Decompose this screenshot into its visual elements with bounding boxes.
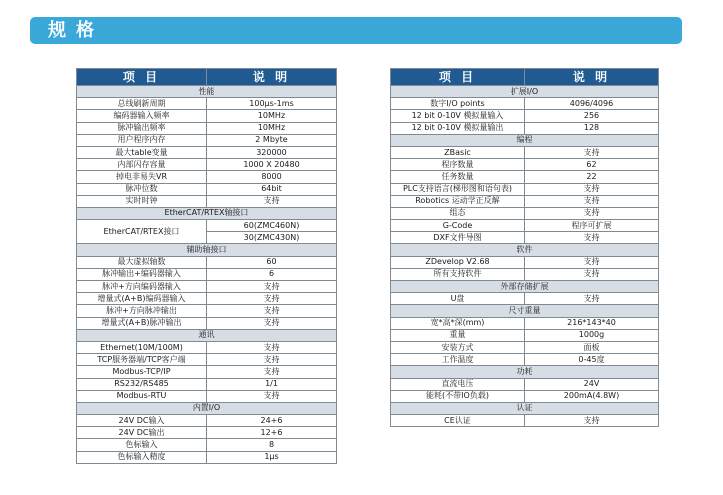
- table-row: [77, 281, 337, 293]
- value-cell: 支持: [525, 415, 659, 427]
- table-row: [391, 183, 659, 195]
- item-cell: 脉冲+方向脉冲输出: [77, 305, 207, 317]
- item-cell: 重量: [391, 329, 525, 341]
- item-cell: 最大table变量: [77, 146, 207, 158]
- item-cell: CE认证: [391, 415, 525, 427]
- value-cell: 支持: [525, 183, 659, 195]
- item-cell: 所有支持软件: [391, 268, 525, 280]
- value-cell: 支持: [207, 354, 337, 366]
- value-cell: 支持: [525, 232, 659, 244]
- section-row: [391, 86, 659, 98]
- item-cell: DXF文件导图: [391, 232, 525, 244]
- value-cell: 22: [525, 171, 659, 183]
- table-header-row: [391, 69, 659, 86]
- table-row: [391, 98, 659, 110]
- spec-table-right: [390, 68, 659, 427]
- banner-title: 规格: [48, 20, 104, 41]
- value-cell: 12+6: [207, 427, 337, 439]
- table-row: [77, 439, 337, 451]
- section-row: [77, 244, 337, 256]
- spec-table-left: [76, 68, 337, 464]
- table-row: [77, 171, 337, 183]
- table-row: [77, 378, 337, 390]
- table-row: [77, 354, 337, 366]
- value-cell: 60(ZMC460N): [207, 220, 337, 232]
- item-cell: Ethernet(10M/100M): [77, 341, 207, 353]
- section-banner: [30, 17, 682, 44]
- item-cell: 数字I/O points: [391, 98, 525, 110]
- value-cell: 216*143*40: [525, 317, 659, 329]
- value-cell: 程序可扩展: [525, 220, 659, 232]
- value-cell: 支持: [207, 317, 337, 329]
- item-cell: G-Code: [391, 220, 525, 232]
- section-row: [391, 402, 659, 414]
- value-cell: 8000: [207, 171, 337, 183]
- item-cell: 脉冲输出+编码器输入: [77, 268, 207, 280]
- value-cell: 面板: [525, 341, 659, 353]
- table-row: [391, 232, 659, 244]
- item-cell: 色标输入精度: [77, 451, 207, 463]
- item-cell: 任务数量: [391, 171, 525, 183]
- section-title: 尺寸重量: [391, 305, 659, 317]
- table-row: [77, 110, 337, 122]
- header-item: 项 目: [391, 69, 525, 86]
- item-cell: 能耗(不带IO负载): [391, 390, 525, 402]
- item-cell: 脉冲+方向编码器输入: [77, 281, 207, 293]
- item-cell: 程序数量: [391, 159, 525, 171]
- value-cell: 10MHz: [207, 110, 337, 122]
- table-row: [77, 98, 337, 110]
- value-cell: 0-45度: [525, 354, 659, 366]
- table-row: [391, 256, 659, 268]
- value-cell: 62: [525, 159, 659, 171]
- item-cell: Modbus-RTU: [77, 390, 207, 402]
- value-cell: 256: [525, 110, 659, 122]
- section-title: 认证: [391, 402, 659, 414]
- value-cell: 支持: [207, 305, 337, 317]
- table-row: [77, 256, 337, 268]
- value-cell: 支持: [207, 281, 337, 293]
- table-row: [77, 268, 337, 280]
- section-row: [77, 329, 337, 341]
- table-row: [391, 317, 659, 329]
- item-cell: 脉冲输出频率: [77, 122, 207, 134]
- value-cell: 支持: [525, 146, 659, 158]
- item-cell: 组态: [391, 207, 525, 219]
- table-row: [391, 329, 659, 341]
- table-row: [77, 293, 337, 305]
- table-row: [391, 159, 659, 171]
- header-description: 说 明: [525, 69, 659, 86]
- value-cell: 支持: [525, 268, 659, 280]
- item-cell: 编码器输入频率: [77, 110, 207, 122]
- item-cell: 增量式(A+B)编码器输入: [77, 293, 207, 305]
- item-cell: 色标输入: [77, 439, 207, 451]
- value-cell: 100μs-1ms: [207, 98, 337, 110]
- table-row: [77, 317, 337, 329]
- value-cell: 支持: [525, 293, 659, 305]
- table-row: [391, 378, 659, 390]
- value-cell: 200mA(4.8W): [525, 390, 659, 402]
- table-row: [77, 341, 337, 353]
- section-title: 辅助轴接口: [77, 244, 337, 256]
- table-row: [391, 341, 659, 353]
- value-cell: 10MHz: [207, 122, 337, 134]
- section-title: 软件: [391, 244, 659, 256]
- table-row: [391, 122, 659, 134]
- section-row: [77, 86, 337, 98]
- item-cell: 实时时钟: [77, 195, 207, 207]
- table-row: [391, 207, 659, 219]
- item-cell: TCP服务器端/TCP客户端: [77, 354, 207, 366]
- value-cell: 1000 X 20480: [207, 159, 337, 171]
- table-row: [391, 268, 659, 280]
- value-cell: 1μs: [207, 451, 337, 463]
- item-cell: EtherCAT/RTEX接口: [77, 220, 207, 244]
- table-row: [77, 183, 337, 195]
- value-cell: 1000g: [525, 329, 659, 341]
- value-cell: 支持: [207, 366, 337, 378]
- item-cell: 24V DC输入: [77, 415, 207, 427]
- section-title: 扩展I/O: [391, 86, 659, 98]
- value-cell: 6: [207, 268, 337, 280]
- section-title: 通讯: [77, 329, 337, 341]
- table-row: [391, 354, 659, 366]
- value-cell: 1/1: [207, 378, 337, 390]
- value-cell: 128: [525, 122, 659, 134]
- table-row: [77, 427, 337, 439]
- value-cell: 支持: [525, 256, 659, 268]
- value-cell: 320000: [207, 146, 337, 158]
- item-cell: 安装方式: [391, 341, 525, 353]
- table-row: [391, 195, 659, 207]
- item-cell: 宽*高*深(mm): [391, 317, 525, 329]
- value-cell: 24V: [525, 378, 659, 390]
- value-cell: 支持: [525, 195, 659, 207]
- item-cell: U盘: [391, 293, 525, 305]
- table-row: [77, 305, 337, 317]
- table-row: [77, 390, 337, 402]
- table-row: [77, 122, 337, 134]
- header-item: 项 目: [77, 69, 207, 86]
- item-cell: ZBasic: [391, 146, 525, 158]
- item-cell: Robotics 运动学正反解: [391, 195, 525, 207]
- item-cell: 12 bit 0-10V 模拟量输入: [391, 110, 525, 122]
- section-title: 内置I/O: [77, 402, 337, 414]
- section-title: 外部存储扩展: [391, 281, 659, 293]
- section-title: 功耗: [391, 366, 659, 378]
- value-cell: 8: [207, 439, 337, 451]
- value-cell: 支持: [207, 293, 337, 305]
- item-cell: 直流电压: [391, 378, 525, 390]
- header-description: 说 明: [207, 69, 337, 86]
- table-row: [77, 134, 337, 146]
- section-title: EtherCAT/RTEX轴接口: [77, 207, 337, 219]
- table-row: [391, 293, 659, 305]
- table-row: [391, 220, 659, 232]
- item-cell: 12 bit 0-10V 模拟量输出: [391, 122, 525, 134]
- item-cell: 内部闪存容量: [77, 159, 207, 171]
- section-title: 性能: [77, 86, 337, 98]
- value-cell: 2 Mbyte: [207, 134, 337, 146]
- section-title: 编程: [391, 134, 659, 146]
- table-row: [391, 110, 659, 122]
- value-cell: 24+6: [207, 415, 337, 427]
- item-cell: ZDevelop V2.68: [391, 256, 525, 268]
- value-cell: 64bit: [207, 183, 337, 195]
- table-header-row: [77, 69, 337, 86]
- section-row: [77, 207, 337, 219]
- table-row: [391, 171, 659, 183]
- table-row: [77, 159, 337, 171]
- value-cell: 支持: [207, 341, 337, 353]
- table-row: [77, 451, 337, 463]
- table-row: [391, 415, 659, 427]
- value-cell: 支持: [525, 207, 659, 219]
- value-cell: 支持: [207, 390, 337, 402]
- section-row: [391, 281, 659, 293]
- table-row: [391, 390, 659, 402]
- value-cell: 4096/4096: [525, 98, 659, 110]
- value-cell: 30(ZMC430N): [207, 232, 337, 244]
- table-row: [77, 146, 337, 158]
- table-row: [77, 366, 337, 378]
- item-cell: 24V DC输出: [77, 427, 207, 439]
- table-row: [391, 146, 659, 158]
- item-cell: 增量式(A+B)脉冲输出: [77, 317, 207, 329]
- table-row: [77, 220, 337, 232]
- section-row: [391, 305, 659, 317]
- item-cell: 工作温度: [391, 354, 525, 366]
- item-cell: 掉电非易失VR: [77, 171, 207, 183]
- item-cell: RS232/RS485: [77, 378, 207, 390]
- item-cell: Modbus-TCP/IP: [77, 366, 207, 378]
- section-row: [391, 244, 659, 256]
- item-cell: PLC支持语言(梯形图和语句表): [391, 183, 525, 195]
- table-row: [77, 195, 337, 207]
- section-row: [391, 366, 659, 378]
- value-cell: 60: [207, 256, 337, 268]
- item-cell: 脉冲位数: [77, 183, 207, 195]
- item-cell: 总线刷新周期: [77, 98, 207, 110]
- value-cell: 支持: [207, 195, 337, 207]
- section-row: [391, 134, 659, 146]
- section-row: [77, 402, 337, 414]
- item-cell: 最大虚拟轴数: [77, 256, 207, 268]
- table-row: [77, 415, 337, 427]
- item-cell: 用户程序内存: [77, 134, 207, 146]
